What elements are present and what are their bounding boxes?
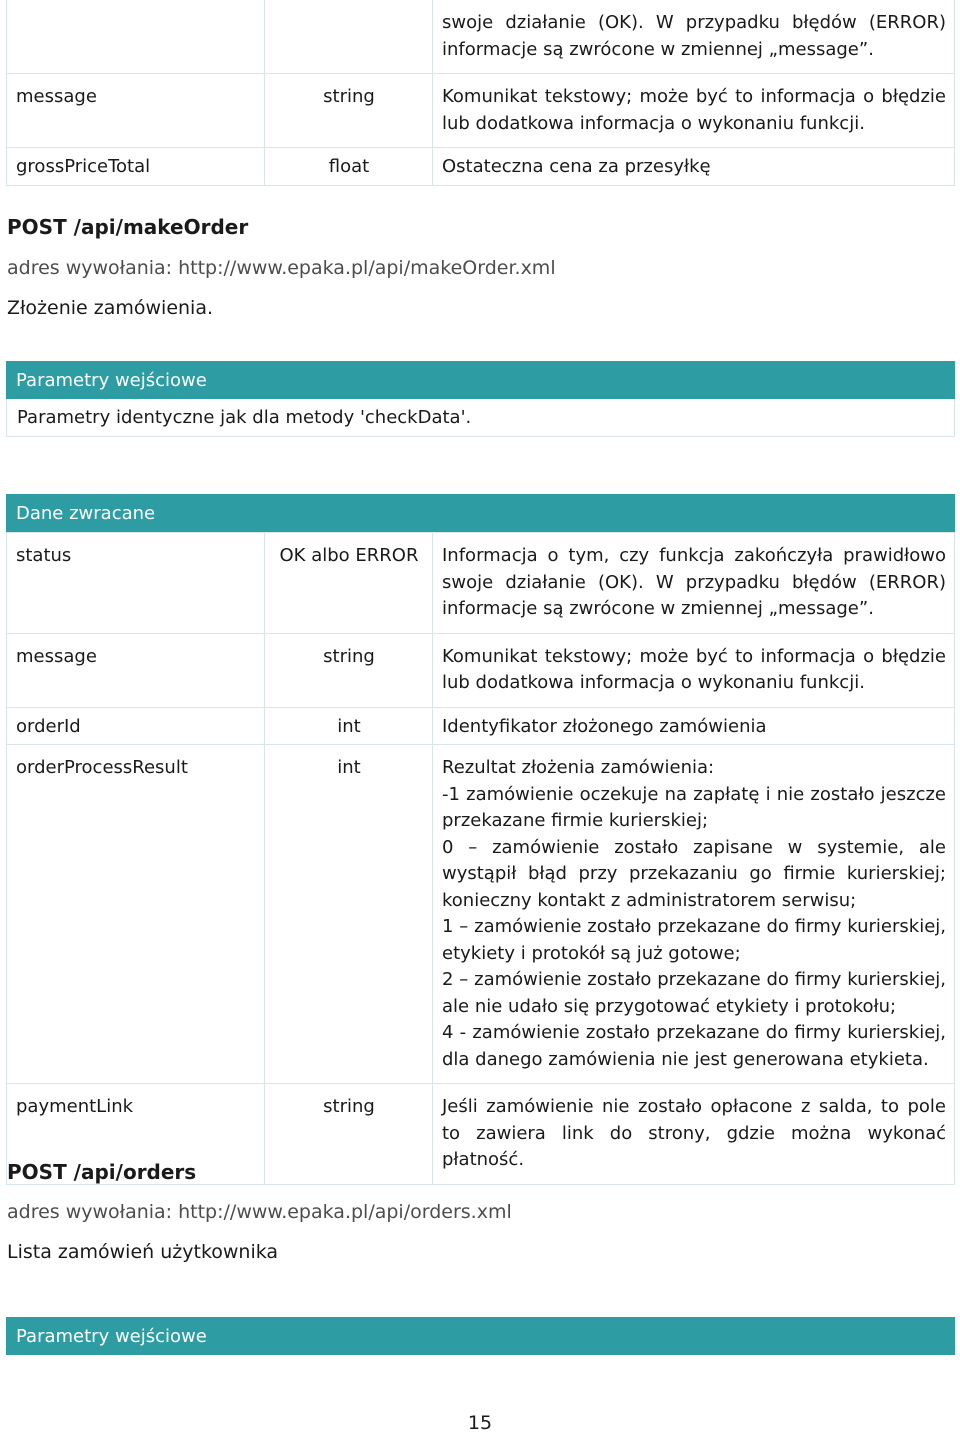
- table-row: [7, 745, 955, 1084]
- field-type: float: [265, 148, 433, 186]
- input-params-header: Parametry wejściowe: [6, 361, 955, 399]
- field-description: swoje działanie (OK). W przypadku błędów (ERROR) informacje są zwrócone w zmiennej „message”.: [433, 0, 955, 74]
- section-title-make-order: POST /api/makeOrder: [7, 215, 249, 239]
- result-line: 2 – zamówienie zostało przekazane do firmy kurierskiej, ale nie udało się przygotować etykiety i protokołu;: [442, 969, 946, 1017]
- section-description: Złożenie zamówienia.: [7, 297, 214, 319]
- input-params-text: Parametry identyczne jak dla metody 'checkData'.: [17, 407, 472, 428]
- field-description: Komunikat tekstowy; może być to informacja o błędzie lub dodatkowa informacja o wykonaniu funkcji.: [433, 633, 955, 707]
- field-type: int: [265, 745, 433, 1084]
- field-description: Identyfikator złożonego zamówienia: [433, 707, 955, 745]
- continued-return-table: [6, 0, 955, 186]
- return-data-header: Dane zwracane: [6, 494, 955, 532]
- field-type: OK albo ERROR: [265, 533, 433, 634]
- result-line: 0 – zamówienie zostało zapisane w systemie, ale wystąpił błąd przy przekazaniu go firmie kurierskiej; konieczny kontakt z administratorem serwisu;: [442, 836, 946, 911]
- field-type: string: [265, 1084, 433, 1185]
- result-line: Rezultat złożenia zamówienia:: [442, 757, 715, 778]
- table-row: [7, 707, 955, 745]
- endpoint-address: adres wywołania: http://www.epaka.pl/api/makeOrder.xml: [7, 257, 556, 279]
- field-name: message: [7, 74, 265, 148]
- field-type: string: [265, 633, 433, 707]
- result-line: 4 - zamówienie zostało przekazane do firmy kurierskiej, dla danego zamówienia nie jest generowana etykieta.: [442, 1022, 946, 1070]
- result-line: 1 – zamówienie zostało przekazane do firmy kurierskiej, etykiety i protokół są już gotowe;: [442, 916, 946, 964]
- endpoint-address: adres wywołania: http://www.epaka.pl/api/orders.xml: [7, 1201, 512, 1223]
- input-params-box: [6, 399, 955, 437]
- table-row: [7, 533, 955, 634]
- field-name: grossPriceTotal: [7, 148, 265, 186]
- field-type: int: [265, 707, 433, 745]
- field-name: message: [7, 633, 265, 707]
- field-name: status: [7, 533, 265, 634]
- field-name: paymentLink: [7, 1084, 265, 1185]
- page-number: 15: [467, 1412, 493, 1434]
- table-row: [7, 0, 955, 74]
- table-row: [7, 633, 955, 707]
- return-data-table: [6, 532, 955, 1185]
- field-description: [433, 745, 955, 1084]
- field-description: Informacja o tym, czy funkcja zakończyła prawidłowo swoje działanie (OK). W przypadku błędów (ERROR) informacje są zwrócone w zmiennej „message”.: [433, 533, 955, 634]
- field-name: [7, 0, 265, 74]
- field-name: orderId: [7, 707, 265, 745]
- field-type: [265, 0, 433, 74]
- field-description: Jeśli zamówienie nie zostało opłacone z salda, to pole to zawiera link do strony, gdzie można wykonać płatność.: [433, 1084, 955, 1185]
- input-params-header: Parametry wejściowe: [6, 1317, 955, 1355]
- section-title-orders: POST /api/orders: [7, 1160, 197, 1184]
- field-description: Komunikat tekstowy; może być to informacja o błędzie lub dodatkowa informacja o wykonaniu funkcji.: [433, 74, 955, 148]
- section-description: Lista zamówień użytkownika: [7, 1241, 279, 1263]
- field-type: string: [265, 74, 433, 148]
- table-row: [7, 148, 955, 186]
- result-line: -1 zamówienie oczekuje na zapłatę i nie zostało jeszcze przekazane firmie kurierskiej;: [442, 783, 946, 831]
- table-row: [7, 74, 955, 148]
- field-description: Ostateczna cena za przesyłkę: [433, 148, 955, 186]
- field-name: orderProcessResult: [7, 745, 265, 1084]
